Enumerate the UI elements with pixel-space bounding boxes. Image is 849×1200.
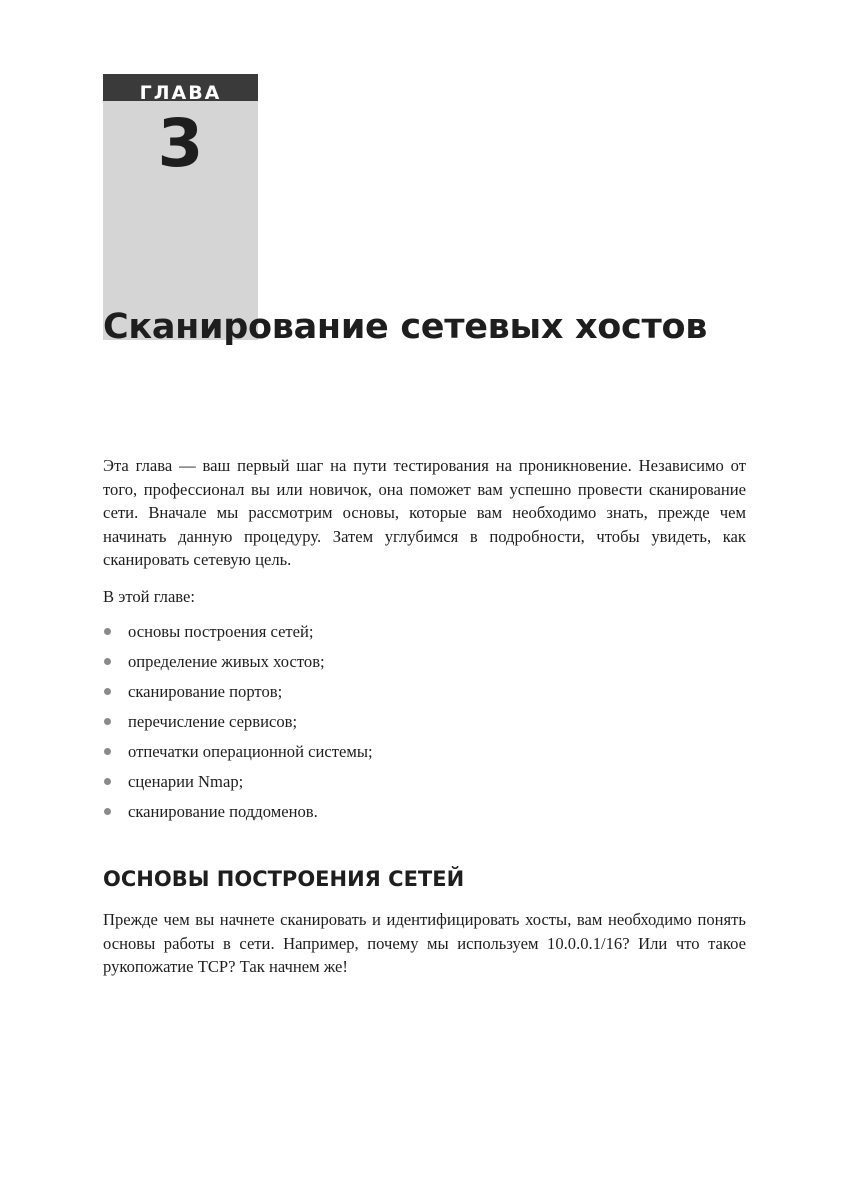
list-item-text: сценарии Nmap; (128, 772, 244, 791)
list-item-text: перечисление сервисов; (128, 712, 298, 731)
list-item (103, 680, 703, 710)
list-item (103, 620, 703, 650)
chapter-label: ГЛАВА (103, 74, 258, 101)
list-item-text: отпечатки операционной системы; (128, 742, 373, 761)
chapter-title: Сканирование сетевых хостов (103, 307, 708, 347)
section-heading: ОСНОВЫ ПОСТРОЕНИЯ СЕТЕЙ (103, 867, 465, 891)
topics-list (103, 620, 703, 830)
list-item (103, 740, 703, 770)
bullet-icon (104, 688, 111, 695)
bullet-icon (104, 808, 111, 815)
list-item (103, 800, 703, 830)
list-item-text: сканирование портов; (128, 682, 283, 701)
list-item (103, 650, 703, 680)
chapter-number: 3 (157, 105, 204, 182)
bullet-icon (104, 748, 111, 755)
section-paragraph: Прежде чем вы начнете сканировать и идентифицировать хосты, вам необходимо понять основы работы в сети. Например, почему мы используем 10.0.0.1/16? Или что такое рукопожатие TCP? Так начнем же! (103, 910, 746, 976)
bullet-icon (104, 778, 111, 785)
bullet-icon (104, 658, 111, 665)
bullet-icon (104, 718, 111, 725)
list-item (103, 710, 703, 740)
list-item-text: основы построения сетей; (128, 622, 314, 641)
list-item (103, 770, 703, 800)
topics-lead: В этой главе: (103, 587, 196, 606)
list-item-text: определение живых хостов; (128, 652, 325, 671)
chapter-marker (103, 74, 258, 340)
bullet-icon (104, 628, 111, 635)
list-item-text: сканирование поддоменов. (128, 802, 318, 821)
intro-paragraph: Эта глава — ваш первый шаг на пути тестирования на проникновение. Независимо от того, профессионал вы или новичок, она поможет вам успешно провести сканирование сети. Вначале мы рассмотрим основы, которые вам необходимо знать, прежде чем начинать данную процедуру. Затем углубимся в подробности, чтобы увидеть, как сканировать сетевую цель. (103, 456, 746, 569)
